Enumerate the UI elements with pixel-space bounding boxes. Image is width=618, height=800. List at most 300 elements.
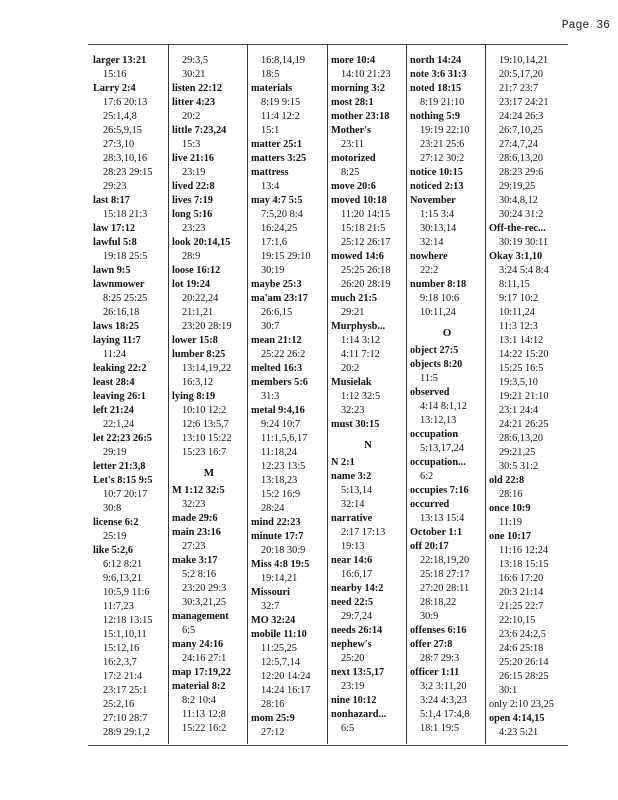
page-line-citation: 16:8,14,19 [261, 55, 306, 66]
page-line-citation: 30:13,14 [420, 223, 457, 234]
index-term: mind 22:23 [251, 517, 301, 528]
page-line-citation: 15:18 21:3 [103, 209, 148, 220]
page-line-citation: 30:9 [420, 611, 439, 622]
page-line-citation: 1:12 32:5 [341, 391, 381, 402]
page-line-citation: 13:18 15:15 [499, 559, 549, 570]
index-term: many 24:16 [172, 639, 224, 650]
page-line-citation: 20:2 [182, 111, 201, 122]
index-term: Off-the-rec... [489, 223, 546, 234]
index-term: offer 27:8 [410, 639, 453, 650]
index-term: laying 11:7 [93, 335, 141, 346]
index-term: leaving 26:1 [93, 391, 146, 402]
page-line-citation: 30:21 [182, 69, 206, 80]
index-term: last 8:17 [93, 195, 130, 206]
index-term: Let's 8:15 9:5 [93, 475, 153, 486]
page-line-citation: 15:18 21:5 [341, 223, 386, 234]
index-term: mowed 14:6 [331, 251, 384, 262]
index-term: litter 4:23 [172, 97, 215, 108]
page-line-citation: 16:2,3,7 [103, 657, 137, 668]
index-term: near 14:6 [331, 555, 373, 566]
page-line-citation: 21:25 22:7 [499, 601, 544, 612]
column-divider [247, 44, 248, 744]
page-line-citation: 8:19 9:15 [261, 97, 301, 108]
index-term: October 1:1 [410, 527, 463, 538]
index-term: N 2:1 [331, 457, 355, 468]
page-line-citation: 4:11 7:12 [341, 349, 380, 360]
index-term: noted 18:15 [410, 83, 462, 94]
page-line-citation: 28:6,13,20 [499, 433, 544, 444]
page-line-citation: 10:5,9 11:6 [103, 587, 150, 598]
page-line-citation: 12:20 14:24 [261, 671, 311, 682]
page-line-citation: 4:23 5:21 [499, 727, 539, 738]
page-line-citation: 15:22 16:2 [182, 723, 227, 734]
page-line-citation: 13:12,13 [420, 415, 457, 426]
page-line-citation: 29:7,24 [341, 611, 373, 622]
page-line-citation: 24:24 26:3 [499, 111, 544, 122]
page-line-citation: 8:25 25:25 [103, 293, 148, 304]
page-line-citation: 10:11,24 [499, 307, 535, 318]
page-line-citation: 3:24 4:3,23 [420, 695, 467, 706]
index-term: material 8:2 [172, 681, 226, 692]
index-term: need 22:5 [331, 597, 374, 608]
page-line-citation: 23:19 [341, 681, 365, 692]
page-line-citation: 8:2 10:4 [182, 695, 217, 706]
page-line-citation: 26:6,15 [261, 307, 293, 318]
page-line-citation: 27:20 28:11 [420, 583, 470, 594]
index-term: Miss 4:8 19:5 [251, 559, 310, 570]
index-term: main 23:16 [172, 527, 221, 538]
page-line-citation: 25:20 [341, 653, 365, 664]
page-line-citation: 11:7,23 [103, 601, 134, 612]
index-term: noticed 2:13 [410, 181, 464, 192]
page-line-citation: 19:3,5,10 [499, 377, 538, 388]
index-term: lawful 5:8 [93, 237, 137, 248]
page-line-citation: 30:4,8,12 [499, 195, 538, 206]
page-line-citation: 5:1,4 17:4,8 [420, 709, 470, 720]
page-line-citation: 13:13 15:4 [420, 513, 465, 524]
page-line-citation: 25:12 26:17 [341, 237, 391, 248]
index-term: only 2:10 23,25 [489, 699, 554, 710]
page-line-citation: 1:14 3:12 [341, 335, 381, 346]
page-line-citation: 12:18 13:15 [103, 615, 153, 626]
page-line-citation: 23:20 28:19 [182, 321, 232, 332]
index-term: more 10:4 [331, 55, 376, 66]
page-line-citation: 30:1 [499, 685, 518, 696]
index-term: leaking 22:2 [93, 363, 147, 374]
index-term: object 27:5 [410, 345, 459, 356]
index-term: let 22:23 26:5 [93, 433, 152, 444]
page-line-citation: 16:6 17:20 [499, 573, 544, 584]
index-term: lumber 8:25 [172, 349, 226, 360]
page-line-citation: 23:11 [341, 139, 365, 150]
page-line-citation: 11:13 12:8 [182, 709, 226, 720]
index-column-4 [331, 54, 405, 736]
page-line-citation: 31:3 [261, 391, 280, 402]
page-line-citation: 11:24 [103, 349, 127, 360]
page-line-citation: 10:11,24 [420, 307, 456, 318]
page-line-citation: 15:16 [103, 69, 127, 80]
page-line-citation: 28:9 29:1,2 [103, 727, 150, 738]
page-line-citation: 3:24 5:4 8:4 [499, 265, 549, 276]
index-term: may 4:7 5:5 [251, 195, 303, 206]
index-term: lot 19:24 [172, 279, 211, 290]
index-term: license 6:2 [93, 517, 139, 528]
page-line-citation: 32:14 [420, 237, 444, 248]
page-line-citation: 25:25 26:18 [341, 265, 391, 276]
page-line-citation: 27:3,10 [103, 139, 135, 150]
page-line-citation: 30:19 30:11 [499, 237, 549, 248]
page-line-citation: 14:22 15:20 [499, 349, 549, 360]
index-term: M 1:12 32:5 [172, 485, 225, 496]
page-line-citation: 20:3 21:14 [499, 587, 544, 598]
page-line-citation: 30:8 [103, 503, 122, 514]
section-letter: M [203, 467, 215, 479]
page-line-citation: 14:24 16:17 [261, 685, 311, 696]
index-term: left 21:24 [93, 405, 134, 416]
index-term: offenses 6:16 [410, 625, 467, 636]
index-term: laws 18:25 [93, 321, 140, 332]
index-term: materials [251, 83, 293, 94]
page-line-citation: 18:1 19:5 [420, 723, 460, 734]
index-term: map 17:19,22 [172, 667, 231, 678]
page-line-citation: 25:22 26:2 [261, 349, 306, 360]
page-line-citation: 23:23 [182, 223, 206, 234]
index-term: occurred [410, 499, 450, 510]
page-line-citation: 15:2 16:9 [261, 489, 301, 500]
index-term: mattress [251, 167, 289, 178]
page-line-citation: 32:23 [341, 405, 365, 416]
column-divider [406, 44, 407, 744]
page-line-citation: 28:7 29:3 [420, 653, 460, 664]
index-term: once 10:9 [489, 503, 531, 514]
index-term: occupation... [410, 457, 466, 468]
page-line-citation: 11:5 [420, 373, 438, 384]
page-line-citation: 22:18,19,20 [420, 555, 470, 566]
index-term: observed [410, 387, 450, 398]
page-line-citation: 29:23 [103, 181, 127, 192]
page-line-citation: 32:14 [341, 499, 365, 510]
index-column-3 [251, 54, 325, 740]
page-line-citation: 30:3,21,25 [182, 597, 227, 608]
index-term: objects 8:20 [410, 359, 463, 370]
page-line-citation: 30:24 31:2 [499, 209, 544, 220]
index-term: mother 23:18 [331, 111, 390, 122]
page-line-citation: 25:2,16 [103, 699, 135, 710]
page-line-citation: 28:23 29:15 [103, 167, 153, 178]
page-line-citation: 9:24 10:7 [261, 419, 301, 430]
index-term: officer 1:11 [410, 667, 460, 678]
index-term: much 21:5 [331, 293, 378, 304]
index-term: move 20:6 [331, 181, 376, 192]
index-term: morning 3:2 [331, 83, 386, 94]
index-term: mobile 11:10 [251, 629, 307, 640]
index-term: nine 10:12 [331, 695, 377, 706]
index-term: lawn 9:5 [93, 265, 131, 276]
page-line-citation: 25:18 27:17 [420, 569, 470, 580]
index-column-2 [172, 54, 246, 736]
page-line-citation: 11:1,5,6,17 [261, 433, 308, 444]
index-term: make 3:17 [172, 555, 218, 566]
page-line-citation: 4:14 8:1,12 [420, 401, 467, 412]
index-term: narrative [331, 513, 373, 524]
index-term: nearby 14:2 [331, 583, 384, 594]
page-line-citation: 30:19 [261, 265, 285, 276]
index-term: lawnmower [93, 279, 145, 290]
index-term: occupies 7:16 [410, 485, 469, 496]
index-term: next 13:5,17 [331, 667, 385, 678]
page-line-citation: 10:10 12:2 [182, 405, 227, 416]
page-line-citation: 29:3,5 [182, 55, 209, 66]
index-term: larger 13:21 [93, 55, 147, 66]
index-term: long 5:16 [172, 209, 213, 220]
index-term: lived 22:8 [172, 181, 215, 192]
page-line-citation: 13:10 15:22 [182, 433, 232, 444]
page-line-citation: 22:10,15 [499, 615, 536, 626]
page-line-citation: 20:18 30:9 [261, 545, 306, 556]
page-line-citation: 28:16 [261, 699, 285, 710]
page-line-citation: 6:5 [341, 723, 355, 734]
page-line-citation: 24:6 25:18 [499, 643, 544, 654]
page-line-citation: 28:18,22 [420, 597, 457, 608]
page-line-citation: 8:25 [341, 167, 360, 178]
page-line-citation: 22:1,24 [103, 419, 135, 430]
index-term: MO 32:24 [251, 615, 296, 626]
page-line-citation: 14:10 21:23 [341, 69, 391, 80]
page-line-citation: 11:4 12:2 [261, 111, 300, 122]
page-line-citation: 8:19 21:10 [420, 97, 465, 108]
page-line-citation: 17:1,6 [261, 237, 288, 248]
index-term: live 21:16 [172, 153, 215, 164]
page-line-citation: 15:3 [182, 139, 201, 150]
index-term: look 20:14,15 [172, 237, 231, 248]
page-line-citation: 13:18,23 [261, 475, 298, 486]
page-line-citation: 19:10,14,21 [499, 55, 549, 66]
index-term: name 3:2 [331, 471, 372, 482]
page-line-citation: 26:5,9,15 [103, 125, 142, 136]
page-line-citation: 20:2 [341, 363, 360, 374]
index-term: melted 16:3 [251, 363, 303, 374]
index-term: letter 21:3,8 [93, 461, 146, 472]
page-line-citation: 23:1 24:4 [499, 405, 539, 416]
index-term: little 7:23,24 [172, 125, 227, 136]
column-divider [485, 44, 486, 744]
page-line-citation: 24:21 26:25 [499, 419, 549, 430]
page-line-citation: 15:1 [261, 125, 280, 136]
page-line-citation: 25:1,4,8 [103, 111, 137, 122]
page-line-citation: 30:5 31:2 [499, 461, 539, 472]
page-line-citation: 19:18 25:5 [103, 251, 148, 262]
section-letter: O [442, 327, 452, 339]
page-line-citation: 28:3,10,16 [103, 153, 148, 164]
page-line-citation: 27:12 30:2 [420, 153, 465, 164]
index-term: matters 3:25 [251, 153, 307, 164]
page-line-citation: 17:6 20:13 [103, 97, 148, 108]
page-line-citation: 15:23 16:7 [182, 447, 227, 458]
index-term: management [172, 611, 229, 622]
index-term: number 8:18 [410, 279, 467, 290]
page-line-citation: 6:12 8:21 [103, 559, 143, 570]
page-line-citation: 11:18,24 [261, 447, 297, 458]
page-line-citation: 27:12 [261, 727, 285, 738]
page-line-citation: 5:2 8:16 [182, 569, 217, 580]
index-term: least 28:4 [93, 377, 135, 388]
index-term: nephew's [331, 639, 372, 650]
page-line-citation: 32:7 [261, 601, 280, 612]
page-line-citation: 23:21 25:6 [420, 139, 465, 150]
index-term: made 29:6 [172, 513, 218, 524]
page-line-citation: 15:25 16:5 [499, 363, 544, 374]
page-line-citation: 16:3,12 [182, 377, 214, 388]
page-line-citation: 6:5 [182, 625, 196, 636]
page-line-citation: 19:14,21 [261, 573, 298, 584]
page-line-citation: 5:13,17,24 [420, 443, 465, 454]
index-term: occupation [410, 429, 459, 440]
index-term: most 28:1 [331, 97, 374, 108]
page-line-citation: 23:17 25:1 [103, 685, 148, 696]
page-line-citation: 19:13 [341, 541, 365, 552]
page-number: Page 36 [561, 19, 610, 32]
page-line-citation: 19:21 21:10 [499, 391, 549, 402]
page-line-citation: 20:5,17,20 [499, 69, 544, 80]
index-term: law 17:12 [93, 223, 136, 234]
index-column-1 [93, 54, 167, 740]
page-line-citation: 32:23 [182, 499, 206, 510]
page-line-citation: 25:19 [103, 531, 127, 542]
index-column-5 [410, 54, 484, 736]
index-term: listen 22:12 [172, 83, 223, 94]
page-line-citation: 12:6 13:5,7 [182, 419, 229, 430]
page-line-citation: 23:6 24:2,5 [499, 629, 546, 640]
index-term: Musielak [331, 377, 372, 388]
page-line-citation: 11:3 12:3 [499, 321, 538, 332]
index-term: Missouri [251, 587, 290, 598]
page-line-citation: 23:20 29:3 [182, 583, 227, 594]
page-line-citation: 9:18 10:6 [420, 293, 460, 304]
index-term: one 10:17 [489, 531, 532, 542]
page-line-citation: 28:24 [261, 503, 285, 514]
page-line-citation: 5:13,14 [341, 485, 373, 496]
page-line-citation: 26:16,18 [103, 307, 140, 318]
index-term: matter 25:1 [251, 139, 302, 150]
index-term: loose 16:12 [172, 265, 221, 276]
page-line-citation: 11:16 12:24 [499, 545, 549, 556]
index-term: off 20:17 [410, 541, 449, 552]
index-term: motorized [331, 153, 376, 164]
page-line-citation: 28:9 [182, 251, 201, 262]
index-term: open 4:14,15 [489, 713, 545, 724]
index-term: November [410, 195, 456, 206]
index-term: lower 15:8 [172, 335, 218, 346]
page-line-citation: 29:21 [341, 307, 365, 318]
index-term: minute 17:7 [251, 531, 304, 542]
index-term: maybe 25:3 [251, 279, 302, 290]
page-line-citation: 27:4,7,24 [499, 139, 538, 150]
index-term: members 5:6 [251, 377, 308, 388]
page-line-citation: 28:23 29:6 [499, 167, 544, 178]
column-divider [327, 44, 328, 744]
page-line-citation: 12:23 13:5 [261, 461, 306, 472]
index-term: mom 25:9 [251, 713, 295, 724]
page-line-citation: 19:19 22:10 [420, 125, 470, 136]
page-line-citation: 16:24,25 [261, 223, 298, 234]
page-line-citation: 13:4 [261, 181, 280, 192]
page-line-citation: 9:17 10:2 [499, 293, 539, 304]
index-term: nonhazard... [331, 709, 387, 720]
section-letter: N [364, 439, 372, 451]
column-divider [168, 44, 169, 744]
index-term: like 5:2,6 [93, 545, 134, 556]
page-line-citation: 13:1 14:12 [499, 335, 544, 346]
page-line-citation: 3:2 3:11,20 [420, 681, 467, 692]
index-term: Mother's [331, 125, 372, 136]
page-line-citation: 20:22,24 [182, 293, 219, 304]
index-term: lying 8:19 [172, 391, 216, 402]
page-line-citation: 10:7 20:17 [103, 489, 148, 500]
index-term: Larry 2:4 [93, 83, 136, 94]
page-line-citation: 16:6,17 [341, 569, 373, 580]
page-line-citation: 11:19 [499, 517, 523, 528]
page-line-citation: 8:11,15 [499, 279, 530, 290]
index-term: Okay 3:1,10 [489, 251, 543, 262]
index-term: moved 10:18 [331, 195, 387, 206]
page-line-citation: 23:17 24:21 [499, 97, 549, 108]
index-term: old 22:8 [489, 475, 525, 486]
index-term: nothing 5:9 [410, 111, 461, 122]
page-line-citation: 21:7 23:7 [499, 83, 539, 94]
page-line-citation: 13:14,19,22 [182, 363, 232, 374]
page-line-citation: 11:20 14:15 [341, 209, 391, 220]
page-line-citation: 11:25,25 [261, 643, 297, 654]
page-line-citation: 22:2 [420, 265, 439, 276]
index-term: Murphysb... [331, 321, 386, 332]
page-line-citation: 28:16 [499, 489, 523, 500]
page-line-citation: 25:20 26:14 [499, 657, 549, 668]
index-term: lives 7:19 [172, 195, 213, 206]
index-term: needs 26:14 [331, 625, 383, 636]
page-line-citation: 29:21,25 [499, 447, 536, 458]
page-line-citation: 7:5,20 8:4 [261, 209, 303, 220]
page-line-citation: 27:10 28:7 [103, 713, 148, 724]
page-line-citation: 17:2 21:4 [103, 671, 143, 682]
page-line-citation: 27:23 [182, 541, 206, 552]
index-term: ma'am 23:17 [251, 293, 308, 304]
page-line-citation: 1:15 3:4 [420, 209, 455, 220]
index-term: north 14:24 [410, 55, 462, 66]
page-line-citation: 30:7 [261, 321, 280, 332]
page-line-citation: 21:1,21 [182, 307, 214, 318]
page-line-citation: 28:6,13,20 [499, 153, 544, 164]
page-line-citation: 19:15 29:10 [261, 251, 311, 262]
page-line-citation: 12:5,7,14 [261, 657, 300, 668]
page-line-citation: 15:12,16 [103, 643, 140, 654]
page-line-citation: 26:20 28:19 [341, 279, 391, 290]
page-line-citation: 24:16 27:1 [182, 653, 227, 664]
index-column-6 [489, 54, 563, 740]
index-term: metal 9:4,16 [251, 405, 305, 416]
page-line-citation: 29:19 [103, 447, 127, 458]
page-line-citation: 9:6,13,21 [103, 573, 142, 584]
page-line-citation: 6:2 [420, 471, 434, 482]
page-line-citation: 23:19 [182, 167, 206, 178]
page-line-citation: 18:5 [261, 69, 280, 80]
index-term: mean 21:12 [251, 335, 302, 346]
page-line-citation: 29:19,25 [499, 181, 536, 192]
page-line-citation: 26:7,10,25 [499, 125, 544, 136]
index-term: notice 10:15 [410, 167, 463, 178]
page-line-citation: 15:1,10,11 [103, 629, 147, 640]
index-term: must 30:15 [331, 419, 380, 430]
page-line-citation: 2:17 17:13 [341, 527, 386, 538]
